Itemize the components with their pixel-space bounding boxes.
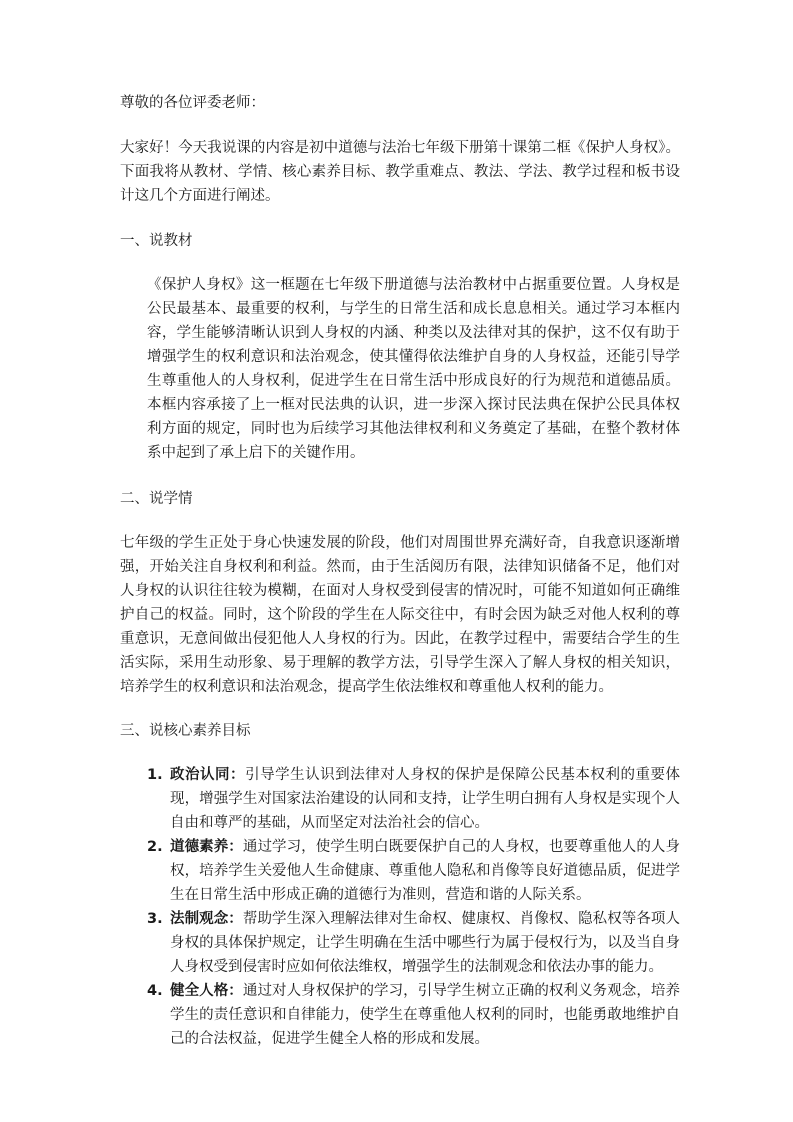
list-item-title: 健全人格： xyxy=(170,983,243,999)
section-body-students: 七年级的学生正处于身心快速发展的阶段，他们对周围世界充满好奇，自我意识逐渐增强，开始关注自身权利和利益。然而，由于生活阅历有限，法律知识储备不足，他们对人身权的认识往往较为模糊，在面对人身权受到侵害的情况时，可能不知道如何正确维护自己的权益。同时，这个阶段的学生在人际交往中，有时会因为缺乏对他人权利的尊重意识，无意间做出侵犯他人人身权的行为。因此，在教学过程中，需要结合学生的生活实际，采用生动形象、易于理解的教学方法，引导学生深入了解人身权的相关知识，培养学生的权利意识和法治观念，提高学生依法维权和尊重他人权利的能力。 xyxy=(120,535,680,695)
list-item-title: 道德素养： xyxy=(170,839,243,855)
list-number: 3. xyxy=(147,911,163,927)
list-item-title: 法制观念： xyxy=(170,911,243,927)
list-number: 1. xyxy=(147,767,163,783)
list-number: 4. xyxy=(147,983,163,999)
list-item-text: 引导学生认识到法律对人身权的保护是保障公民基本权利的重要体现，增强学生对国家法治建设的认同和支持，让学生明白拥有人身权是实现个人自由和尊严的基础，从而坚定对法治社会的信心。 xyxy=(170,767,680,831)
list-item xyxy=(120,907,680,979)
list-item-text: 帮助学生深入理解法律对生命权、健康权、肖像权、隐私权等各项人身权的具体保护规定，让学生明确在生活中哪些行为属于侵权行为，以及当自身人身权受到侵害时应如何依法维权，增强学生的法制观念和依法办事的能力。 xyxy=(170,911,681,975)
list-item-title: 政治认同： xyxy=(170,767,246,783)
section-heading-students: 二、说学情 xyxy=(120,491,193,507)
document-page xyxy=(120,91,680,1051)
intro-paragraph: 大家好！今天我说课的内容是初中道德与法治七年级下册第十课第二框《保护人身权》。下面我将从教材、学情、核心素养目标、教学重难点、教法、学法、教学过程和板书设计这几个方面进行阐述。 xyxy=(120,140,680,204)
list-number: 2. xyxy=(147,839,163,855)
salutation: 尊敬的各位评委老师： xyxy=(120,95,265,111)
list-item xyxy=(120,979,680,1051)
section-heading-textbook: 一、说教材 xyxy=(120,233,193,249)
list-item xyxy=(120,763,680,835)
goals-list xyxy=(120,763,680,1051)
section-body-textbook: 《保护人身权》这一框题在七年级下册道德与法治教材中占据重要位置。人身权是公民最基本、最重要的权利，与学生的日常生活和成长息息相关。通过学习本框内容，学生能够清晰认识到人身权的内涵、种类以及法律对其的保护，这不仅有助于增强学生的权利意识和法治观念，使其懂得依法维护自身的人身权益，还能引导学生尊重他人的人身权利，促进学生在日常生活中形成良好的行为规范和道德品质。本框内容承接了上一框对民法典的认识，进一步深入探讨民法典在保护公民具体权利方面的规定，同时也为后续学习其他法律权利和义务奠定了基础，在整个教材体系中起到了承上启下的关键作用。 xyxy=(147,277,680,461)
section-heading-goals: 三、说核心素养目标 xyxy=(120,723,251,739)
list-item-text: 通过学习，使学生明白既要保护自己的人身权，也要尊重他人的人身权，培养学生关爱他人生命健康、尊重他人隐私和肖像等良好道德品质，促进学生在日常生活中形成正确的道德行为准则，营造和谐的人际关系。 xyxy=(170,839,681,903)
list-item-text: 通过对人身权保护的学习，引导学生树立正确的权利义务观念，培养学生的责任意识和自律能力，使学生在尊重他人权利的同时，也能勇敢地维护自己的合法权益，促进学生健全人格的形成和发展。 xyxy=(170,983,681,1047)
list-item xyxy=(120,835,680,907)
